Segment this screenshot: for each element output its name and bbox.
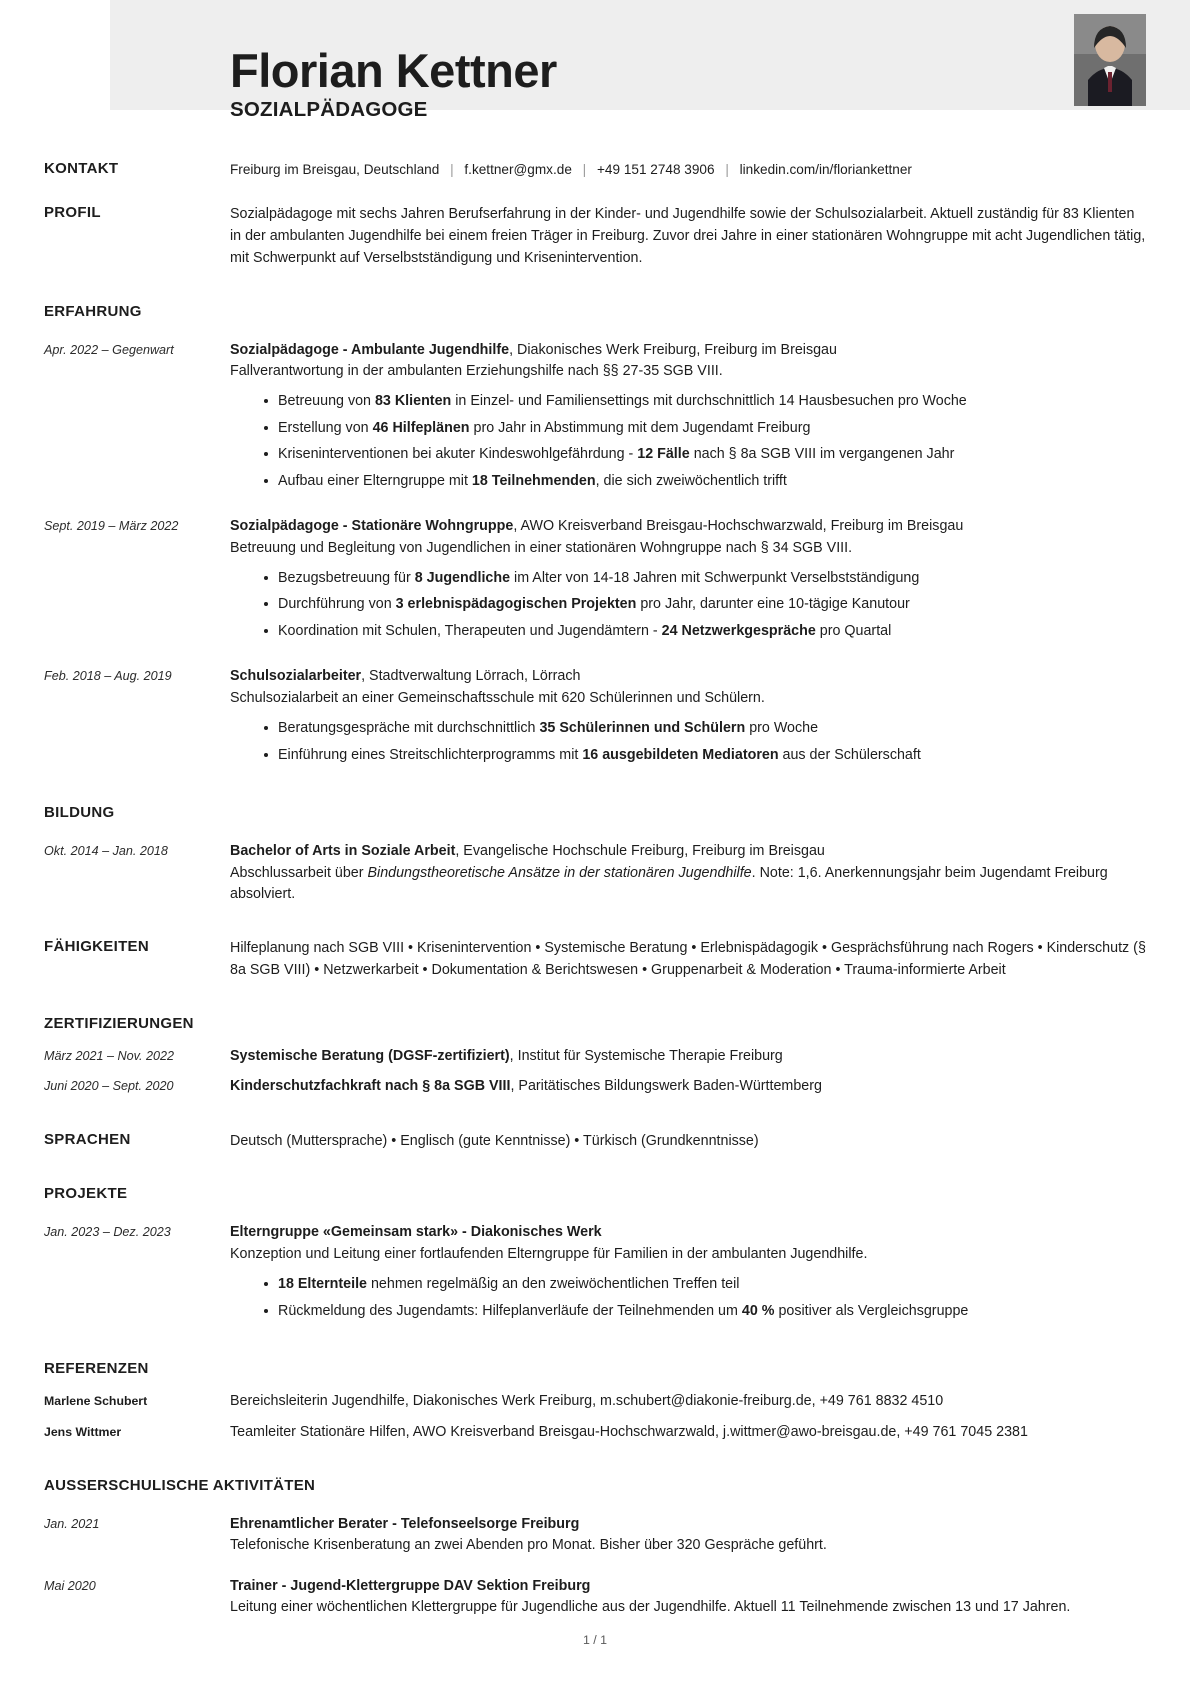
section-title-kontakt: KONTAKT <box>44 160 119 178</box>
certification-entry-title <box>230 1076 1146 1097</box>
references-heading-row <box>44 1360 1146 1378</box>
bullet-post: nach § 8a SGB VIII im vergangenen Jahr <box>689 446 955 463</box>
bullet-post: , die sich zweiwöchentlich trifft <box>595 472 787 489</box>
projects-section-label-col <box>44 1185 230 1203</box>
languages-section-label-col <box>44 1131 230 1149</box>
experience-entry-date: Sept. 2019 – März 2022 <box>44 519 179 534</box>
bullet-highlight: 12 Fälle <box>637 446 690 463</box>
section-title-bildung: BILDUNG <box>44 804 115 822</box>
reference-name: Marlene Schubert <box>44 1394 148 1409</box>
contact-phone[interactable]: +49 151 2748 3906 <box>596 162 715 178</box>
education-entry-title-bold: Bachelor of Arts in Soziale Arbeit <box>230 843 456 860</box>
job-role-subtitle: SOZIALPÄDAGOGE <box>230 98 428 122</box>
bullet-highlight: 24 Netzwerkgespräche <box>661 622 816 639</box>
education-section-label-col <box>44 804 230 822</box>
education-desc-post: . Note: 1,6. Anerkennungsjahr beim Jugendamt Freiburg absolviert. <box>230 864 1108 902</box>
bullet-pre: Koordination mit Schulen, Therapeuten und Jugendämtern - <box>278 622 662 639</box>
certifications-section-label-col <box>44 1015 230 1033</box>
reference-detail-col <box>230 1422 1146 1444</box>
bullet-post: nehmen regelmäßig an den zweiwöchentlichen Treffen teil <box>367 1276 740 1293</box>
education-thesis-title: Bindungstheoretische Ansätze in der stationären Jugendhilfe <box>367 864 752 881</box>
experience-entry-title-rest: , Diakonisches Werk Freiburg, Freiburg im Breisgau <box>509 341 837 358</box>
contact-section <box>44 160 1146 179</box>
contact-section-label-col <box>44 160 230 178</box>
references-section <box>44 1360 1146 1443</box>
certification-entry-date: März 2021 – Nov. 2022 <box>44 1048 174 1063</box>
reference-detail: Bereichsleiterin Jugendhilfe, Diakonisches Werk Freiburg, m.schubert@diakonie-freiburg.de, +49 761 8832 4510 <box>230 1393 944 1410</box>
certification-entry-body <box>230 1076 1146 1097</box>
activity-entry <box>44 1576 1146 1619</box>
certification-entry-title <box>230 1046 1146 1067</box>
experience-entry-date-col <box>44 516 230 535</box>
section-title-faehigkeiten: FÄHIGKEITEN <box>44 938 149 956</box>
skills-section-label-col <box>44 938 230 956</box>
education-entry-title <box>230 841 1146 862</box>
list-item <box>264 621 1146 642</box>
activity-entry-date: Mai 2020 <box>44 1578 96 1593</box>
section-title-sprachen: SPRACHEN <box>44 1130 131 1148</box>
project-entry-date: Jan. 2023 – Dez. 2023 <box>44 1225 171 1240</box>
experience-entry-bullets <box>230 391 1146 492</box>
certification-entry-title-bold: Systemische Beratung (DGSF-zertifiziert) <box>230 1047 510 1064</box>
list-item <box>264 1274 1146 1295</box>
bullet-pre: Durchführung von <box>278 596 396 613</box>
bullet-pre: Beratungsgespräche mit durchschnittlich <box>278 720 540 737</box>
experience-entry-title-bold: Sozialpädagoge - Stationäre Wohngruppe <box>230 518 514 535</box>
certification-entry-date-col <box>44 1046 230 1065</box>
certifications-heading-row <box>44 1015 1146 1033</box>
experience-section-label-col <box>44 303 230 321</box>
list-item <box>264 471 1146 492</box>
project-entry <box>44 1222 1146 1327</box>
bullet-pre: Kriseninterventionen bei akuter Kindeswohlgefährdung - <box>278 446 638 463</box>
experience-entry-title-bold: Schulsozialarbeiter <box>230 668 362 685</box>
project-entry-subtitle: Konzeption und Leitung einer fortlaufenden Elterngruppe für Familien in der ambulanten Jugendhilfe. <box>230 1245 868 1262</box>
list-item <box>264 444 1146 465</box>
bullet-highlight: 40 % <box>741 1302 775 1319</box>
education-desc-pre: Abschlussarbeit über <box>230 864 368 881</box>
skills-text: Hilfeplanung nach SGB VIII • Krisenintervention • Systemische Beratung • Erlebnispädagogik • Gesprächsführung nach Rogers • Kinderschutz (§ 8a SGB VIII) • Netzwerkarbeit • Dokumentation & Berichtswesen • Gruppenarbeit & Moderation • Trauma-informierte Arbeit <box>230 940 1146 979</box>
list-item <box>264 594 1146 615</box>
bullet-highlight: 16 ausgebildeten Mediatoren <box>582 746 779 763</box>
activity-entry-body <box>230 1576 1146 1619</box>
reference-detail: Teamleiter Stationäre Hilfen, AWO Kreisverband Breisgau-Hochschwarzwald, j.wittmer@awo-breisgau.de, +49 761 7045 2381 <box>230 1423 1028 1440</box>
languages-body <box>230 1131 1146 1153</box>
certification-entry-title-rest: , Institut für Systemische Therapie Freiburg <box>509 1047 783 1064</box>
bullet-post: pro Jahr, darunter eine 10-tägige Kanutour <box>636 596 910 613</box>
activity-entry-date-col <box>44 1576 230 1595</box>
education-entry-description <box>230 863 1146 906</box>
profile-section <box>44 204 1146 269</box>
page-indicator: 1 / 1 <box>582 1633 608 1647</box>
bullet-post: in Einzel- und Familiensettings mit durchschnittlich 14 Hausbesuchen pro Woche <box>451 393 967 410</box>
certifications-section <box>44 1015 1146 1098</box>
activity-entry-subtitle: Leitung einer wöchentlichen Klettergruppe für Jugendliche aus der Jugendhilfe. Aktuell 11 Teilnehmende zwischen 13 und 17 Jahren. <box>230 1598 1071 1615</box>
certification-entry-body <box>230 1046 1146 1067</box>
references-section-label-col <box>44 1360 230 1378</box>
reference-entry <box>44 1422 1146 1444</box>
skills-section <box>44 938 1146 981</box>
experience-entry-date-col <box>44 666 230 685</box>
experience-entry-title <box>230 340 1146 361</box>
bullet-post: pro Woche <box>745 720 819 737</box>
profile-section-label-col <box>44 204 230 222</box>
experience-section <box>44 303 1146 772</box>
bullet-post: pro Quartal <box>815 622 892 639</box>
reference-entry <box>44 1391 1146 1413</box>
bullet-post: positiver als Vergleichsgruppe <box>774 1302 969 1319</box>
experience-entry-subtitle: Betreuung und Begleitung von Jugendlichen in einer stationären Wohngruppe nach § 34 SGB VIII. <box>230 539 853 556</box>
bullet-highlight: 8 Jugendliche <box>414 570 511 587</box>
education-entry-body <box>230 841 1146 905</box>
bullet-pre: Bezugsbetreuung für <box>278 570 415 587</box>
profile-text: Sozialpädagoge mit sechs Jahren Berufserfahrung in der Kinder- und Jugendhilfe sowie der Schulsozialarbeit. Aktuell zuständig für 83 Klienten in der ambulanten Jugendhilfe bei einem freien Träger in Freiburg. Zuvor drei Jahre in einer stationären Wohngruppe mit acht Jugendlichen tätig, mit Schwerpunkt auf Verselbstständigung und Krisenintervention. <box>230 206 1146 266</box>
activity-entry-date-col <box>44 1514 230 1533</box>
experience-entry-title-rest: , AWO Kreisverband Breisgau-Hochschwarzwald, Freiburg im Breisgau <box>513 518 964 535</box>
experience-entry <box>44 666 1146 771</box>
languages-section <box>44 1131 1146 1153</box>
projects-heading-row <box>44 1185 1146 1203</box>
section-title-profil: PROFIL <box>44 204 101 222</box>
contact-details <box>230 160 1146 179</box>
activity-entry-date: Jan. 2021 <box>44 1516 100 1531</box>
experience-entry-body <box>230 666 1146 771</box>
languages-text: Deutsch (Muttersprache) • Englisch (gute Kenntnisse) • Türkisch (Grundkenntnisse) <box>230 1132 759 1149</box>
certification-entry-title-bold: Kinderschutzfachkraft nach § 8a SGB VIII <box>230 1078 511 1095</box>
list-item <box>264 568 1146 589</box>
bullet-pre: Rückmeldung des Jugendamts: Hilfeplanverläufe der Teilnehmenden um <box>278 1302 742 1319</box>
activity-entry-title-bold: Ehrenamtlicher Berater - Telefonseelsorge Freiburg <box>230 1515 580 1532</box>
section-title-ausserschulische-aktivitaeten: AUSSERSCHULISCHE AKTIVITÄTEN <box>44 1476 316 1494</box>
reference-name-col <box>44 1422 230 1442</box>
education-entry-title-rest: , Evangelische Hochschule Freiburg, Freiburg im Breisgau <box>455 843 825 860</box>
contact-location: Freiburg im Breisgau, Deutschland <box>230 162 440 178</box>
profile-body <box>230 204 1146 269</box>
bullet-pre: Betreuung von <box>278 393 375 410</box>
activities-section-label-col <box>44 1476 316 1495</box>
education-entry-date: Okt. 2014 – Jan. 2018 <box>44 844 168 859</box>
certification-entry <box>44 1046 1146 1067</box>
education-heading-row <box>44 804 1146 822</box>
experience-entry-bullets <box>230 718 1146 766</box>
activity-entry-title-bold: Trainer - Jugend-Klettergruppe DAV Sektion Freiburg <box>230 1577 591 1594</box>
contact-linkedin[interactable]: linkedin.com/in/floriankettner <box>739 162 912 178</box>
bullet-pre: Aufbau einer Elterngruppe mit <box>278 472 472 489</box>
experience-entry-body <box>230 516 1146 647</box>
section-title-referenzen: REFERENZEN <box>44 1360 149 1378</box>
project-entry-title-bold: Elterngruppe «Gemeinsam stark» - Diakonisches Werk <box>230 1224 602 1241</box>
section-title-erfahrung: ERFAHRUNG <box>44 302 142 320</box>
certification-entry-title-rest: , Paritätisches Bildungswerk Baden-Württemberg <box>510 1078 822 1095</box>
contact-line <box>230 160 1146 179</box>
project-entry-body <box>230 1222 1146 1327</box>
reference-name: Jens Wittmer <box>44 1424 122 1439</box>
experience-entry-body <box>230 340 1146 498</box>
project-entry-date-col <box>44 1222 230 1241</box>
certification-entry-date-col <box>44 1076 230 1095</box>
bullet-highlight: 35 Schülerinnen und Schülern <box>539 720 746 737</box>
experience-entry <box>44 516 1146 647</box>
bullet-post: pro Jahr in Abstimmung mit dem Jugendamt Freiburg <box>469 419 811 436</box>
list-item <box>264 718 1146 739</box>
bullet-pre: Einführung eines Streitschlichterprogramms mit <box>278 746 583 763</box>
certification-entry <box>44 1076 1146 1097</box>
project-entry-title <box>230 1222 1146 1243</box>
page-footer <box>0 1633 1190 1647</box>
bullet-post: aus der Schülerschaft <box>778 746 921 763</box>
section-title-projekte: PROJEKTE <box>44 1185 128 1203</box>
contact-separator-icon: | <box>450 162 454 178</box>
education-entry-date-col <box>44 841 230 860</box>
experience-heading-row <box>44 303 1146 321</box>
bullet-highlight: 18 Elternteile <box>278 1276 367 1293</box>
experience-entry-date: Apr. 2022 – Gegenwart <box>44 342 174 357</box>
reference-detail-col <box>230 1391 1146 1413</box>
list-item <box>264 1301 1146 1322</box>
experience-entry-title <box>230 516 1146 537</box>
activity-entry-subtitle: Telefonische Krisenberatung an zwei Abenden pro Monat. Bisher über 320 Gespräche geführt. <box>230 1537 827 1554</box>
page-title: Florian Kettner <box>230 44 557 97</box>
bullet-highlight: 83 Klienten <box>374 393 452 410</box>
contact-email[interactable]: f.kettner@gmx.de <box>464 162 572 178</box>
certification-entry-date: Juni 2020 – Sept. 2020 <box>44 1079 174 1094</box>
activities-section <box>44 1477 1146 1619</box>
experience-entry-date-col <box>44 340 230 359</box>
education-section <box>44 804 1146 905</box>
list-item <box>264 418 1146 439</box>
experience-entry-title <box>230 666 1146 687</box>
project-entry-bullets <box>230 1274 1146 1322</box>
experience-entry <box>44 340 1146 498</box>
bullet-highlight: 46 Hilfeplänen <box>372 419 470 436</box>
contact-separator-icon: | <box>582 162 587 178</box>
projects-section <box>44 1185 1146 1327</box>
portrait-photo-icon <box>1074 14 1146 106</box>
list-item <box>264 745 1146 766</box>
contact-separator-icon: | <box>725 162 729 178</box>
education-entry <box>44 841 1146 905</box>
activity-entry-title <box>230 1576 1146 1597</box>
bullet-highlight: 18 Teilnehmenden <box>471 472 596 489</box>
list-item <box>264 391 1146 412</box>
skills-body <box>230 938 1146 981</box>
experience-entry-subtitle: Schulsozialarbeit an einer Gemeinschaftsschule mit 620 Schülerinnen und Schülern. <box>230 689 765 706</box>
bullet-pre: Erstellung von <box>278 419 373 436</box>
reference-name-col <box>44 1391 230 1411</box>
experience-entry-title-rest: , Stadtverwaltung Lörrach, Lörrach <box>361 668 581 685</box>
experience-entry-bullets <box>230 568 1146 642</box>
experience-entry-title-bold: Sozialpädagoge - Ambulante Jugendhilfe <box>230 341 510 358</box>
activity-entry-body <box>230 1514 1146 1557</box>
activity-entry-title <box>230 1514 1146 1535</box>
experience-entry-subtitle: Fallverantwortung in der ambulanten Erziehungshilfe nach §§ 27-35 SGB VIII. <box>230 362 723 379</box>
resume-header <box>44 0 1146 122</box>
section-title-zertifizierungen: ZERTIFIZIERUNGEN <box>44 1014 194 1032</box>
avatar <box>1074 14 1146 106</box>
bullet-highlight: 3 erlebnispädagogischen Projekten <box>395 596 637 613</box>
activity-entry <box>44 1514 1146 1557</box>
activities-heading-row <box>44 1477 1146 1495</box>
experience-entry-date: Feb. 2018 – Aug. 2019 <box>44 669 172 684</box>
bullet-post: im Alter von 14-18 Jahren mit Schwerpunkt Verselbstständigung <box>510 570 920 587</box>
